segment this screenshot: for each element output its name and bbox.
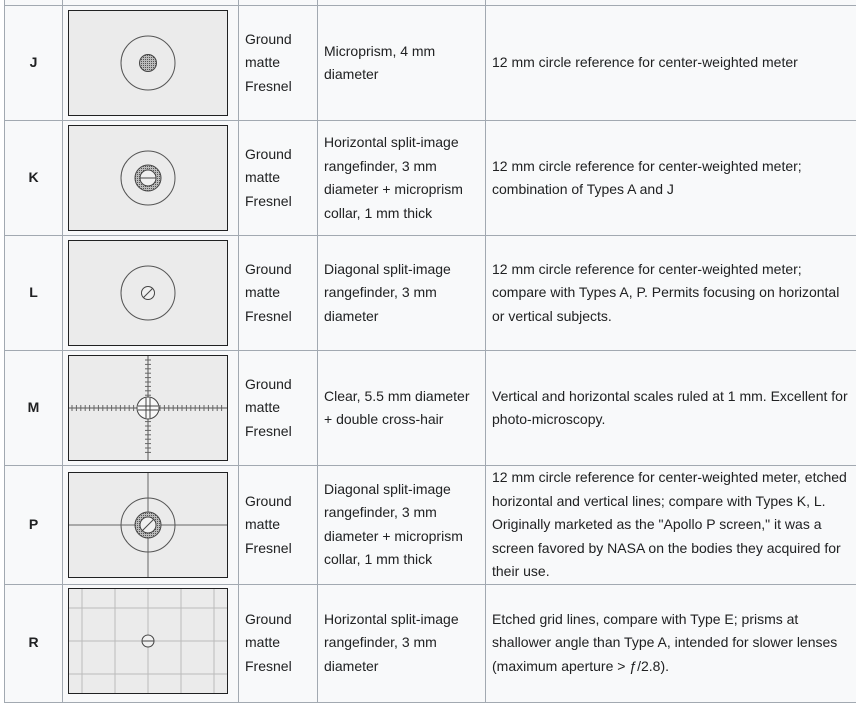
microprism-center-icon — [68, 10, 228, 116]
table-row — [5, 351, 856, 466]
matte-cell: Ground matte Fresnel — [239, 121, 318, 236]
table-row — [5, 584, 856, 702]
matte-cell: Ground matte Fresnel — [239, 6, 318, 121]
center-cell: Horizontal split-image rangefinder, 3 mm diameter + microprism collar, 1 mm thick — [318, 121, 486, 236]
screen-type-cell: L — [5, 236, 63, 351]
grid-split-image-icon — [68, 588, 228, 694]
center-cell: Horizontal split-image rangefinder, 3 mm diameter — [318, 584, 486, 702]
screen-type-cell: R — [5, 584, 63, 702]
notes-cell: 12 mm circle reference for center-weighted meter; combination of Types A and J — [486, 121, 856, 236]
matte-cell: Ground matte Fresnel — [239, 351, 318, 466]
screen-type-cell: K — [5, 121, 63, 236]
center-cell: Clear, 5.5 mm diameter + double cross-hair — [318, 351, 486, 466]
center-cell: Diagonal split-image rangefinder, 3 mm diameter + microprism collar, 1 mm thick — [318, 466, 486, 585]
notes-cell: 12 mm circle reference for center-weighted meter, etched horizontal and vertical lines; compare with Types K, L. Originally marketed as the "Apollo P screen," it was a screen favored by NASA on the bodies they acquired for their use. — [486, 466, 856, 585]
focusing-screen-table — [4, 0, 856, 703]
screen-type-cell: P — [5, 466, 63, 585]
split-image-microprism-collar-icon — [68, 125, 228, 231]
notes-cell: Etched grid lines, compare with Type E; prisms at shallower angle than Type A, intended for slower lenses (maximum aperture > ƒ/2.8). — [486, 584, 856, 702]
table-row — [5, 466, 856, 585]
center-cell: Microprism, 4 mm diameter — [318, 6, 486, 121]
screen-type-cell: J — [5, 6, 63, 121]
diagonal-split-image-icon — [68, 240, 228, 346]
matte-cell: Ground matte Fresnel — [239, 584, 318, 702]
matte-cell: Ground matte Fresnel — [239, 466, 318, 585]
table-row — [5, 236, 856, 351]
center-cell: Diagonal split-image rangefinder, 3 mm diameter — [318, 236, 486, 351]
notes-cell: 12 mm circle reference for center-weighted meter; compare with Types A, P. Permits focusing on horizontal or vertical subjects. — [486, 236, 856, 351]
crosshair-scales-icon — [68, 355, 228, 461]
diagonal-split-crosslines-icon — [68, 472, 228, 578]
table-row — [5, 121, 856, 236]
notes-cell: 12 mm circle reference for center-weighted meter — [486, 6, 856, 121]
table-row — [5, 6, 856, 121]
matte-cell: Ground matte Fresnel — [239, 236, 318, 351]
notes-cell: Vertical and horizontal scales ruled at 1 mm. Excellent for photo-microscopy. — [486, 351, 856, 466]
screen-type-cell: M — [5, 351, 63, 466]
